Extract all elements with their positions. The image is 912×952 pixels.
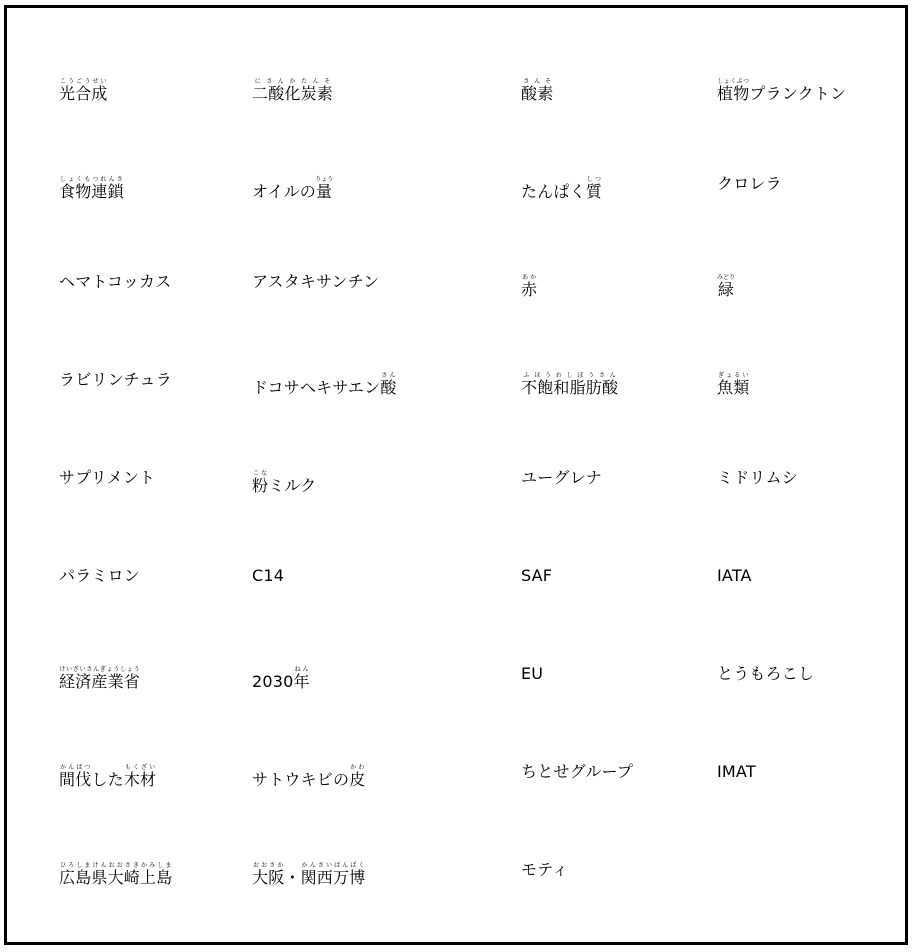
- term-cell: [521, 666, 543, 682]
- term-cell: [59, 568, 140, 584]
- term-cell: [252, 78, 333, 102]
- term-text: とうもろこし: [717, 664, 815, 683]
- term-cell: [521, 470, 602, 486]
- furigana: ばんぱく: [333, 862, 366, 869]
- term-text: クロレラ: [717, 174, 782, 193]
- term-cell: [59, 274, 171, 290]
- ruby-base: 食物連鎖: [59, 182, 124, 201]
- term-cell: [521, 862, 568, 878]
- term-text: ちとせグループ: [521, 762, 634, 781]
- term-cell: [252, 274, 379, 290]
- term-text: ミドリムシ: [717, 468, 799, 487]
- term-text: IATA: [717, 566, 752, 585]
- term-cell: [59, 862, 172, 886]
- ruby-base: 粉: [252, 476, 269, 495]
- ruby-base: 木材: [123, 770, 157, 789]
- term-text: ・: [284, 868, 301, 887]
- ruby-word: [91, 862, 108, 887]
- furigana: みどり: [717, 274, 736, 281]
- ruby-word: [59, 176, 124, 201]
- ruby-word: [252, 862, 285, 887]
- ruby-word: [252, 470, 269, 495]
- ruby-word: [315, 176, 334, 201]
- furigana: けん: [91, 862, 108, 869]
- term-cell: [59, 78, 108, 102]
- term-cell: [252, 470, 316, 494]
- ruby-word: [717, 372, 750, 397]
- ruby-base: 赤: [521, 280, 538, 299]
- term-text: ラビリンチュラ: [59, 370, 172, 389]
- term-cell: [717, 764, 756, 780]
- ruby-base: 酸: [380, 378, 397, 397]
- furigana: かわ: [349, 764, 366, 771]
- term-text: IMAT: [717, 762, 756, 781]
- term-cell: [717, 372, 749, 396]
- term-cell: [717, 78, 846, 102]
- furigana: おおさか: [252, 862, 285, 869]
- ruby-base: 年: [293, 672, 310, 691]
- ruby-word: [59, 862, 92, 887]
- term-text: サトウキビの: [252, 770, 350, 789]
- furigana: しつ: [585, 176, 603, 183]
- term-text: ドコサヘキサエン: [252, 378, 381, 397]
- term-cell: [252, 666, 310, 690]
- ruby-base: 魚類: [717, 378, 750, 397]
- furigana: しょくもつれんさ: [59, 176, 124, 183]
- ruby-word: [717, 274, 736, 299]
- ruby-base: 大阪: [252, 868, 285, 887]
- term-text: C14: [252, 566, 285, 585]
- ruby-word: [59, 78, 108, 103]
- term-text: オイルの: [252, 182, 317, 201]
- ruby-word: [521, 78, 554, 103]
- furigana: かんばつ: [59, 764, 92, 771]
- ruby-base: 光合成: [59, 84, 108, 103]
- term-cell: [717, 666, 814, 682]
- term-text: アスタキサンチン: [252, 272, 380, 291]
- ruby-base: 経済産業省: [59, 672, 141, 691]
- ruby-word: [521, 274, 538, 299]
- furigana: りょう: [315, 176, 334, 183]
- term-text: した: [91, 770, 124, 789]
- ruby-base: 量: [315, 182, 334, 201]
- term-cell: [252, 568, 284, 584]
- furigana: けいざいさんぎょうしょう: [59, 666, 141, 673]
- ruby-word: [107, 862, 173, 887]
- ruby-base: 皮: [349, 770, 366, 789]
- term-cell: [252, 764, 365, 788]
- term-text: 2030: [252, 672, 294, 691]
- furigana: こな: [252, 470, 269, 477]
- ruby-word: [123, 764, 157, 789]
- ruby-word: [252, 78, 334, 103]
- furigana: にさんかたんそ: [252, 78, 334, 85]
- ruby-base: 間伐: [59, 770, 92, 789]
- term-cell: [59, 176, 124, 200]
- ruby-word: [300, 862, 334, 887]
- ruby-base: 不飽和脂肪酸: [521, 378, 619, 397]
- term-text: ヘマトコッカス: [59, 272, 172, 291]
- term-text: たんぱく: [521, 182, 586, 201]
- term-cell: [252, 176, 333, 200]
- term-cell: [252, 372, 397, 396]
- furigana: ねん: [293, 666, 310, 673]
- term-cell: [521, 274, 537, 298]
- furigana: ぎょるい: [717, 372, 750, 379]
- ruby-base: 広島: [59, 868, 92, 887]
- furigana: ふほうわしぼうさん: [521, 372, 619, 379]
- term-text: パラミロン: [59, 566, 141, 585]
- term-cell: [521, 372, 618, 396]
- furigana: さん: [380, 372, 397, 379]
- furigana: しょくぶつ: [717, 78, 750, 85]
- term-cell: [252, 862, 365, 886]
- term-text: SAF: [521, 566, 553, 585]
- term-cell: [717, 568, 752, 584]
- ruby-base: 質: [585, 182, 603, 201]
- term-text: サプリメント: [59, 468, 156, 487]
- term-text: プランクトン: [749, 84, 847, 103]
- term-cell: [717, 274, 735, 298]
- ruby-word: [380, 372, 397, 397]
- term-text: ユーグレナ: [521, 468, 603, 487]
- ruby-base: 植物: [717, 84, 750, 103]
- term-cell: [59, 666, 140, 690]
- furigana: かんさい: [300, 862, 334, 869]
- vocabulary-sheet: [4, 5, 908, 945]
- furigana: あか: [521, 274, 538, 281]
- ruby-base: 酸素: [521, 84, 554, 103]
- term-cell: [59, 764, 156, 788]
- ruby-word: [585, 176, 603, 201]
- ruby-base: 大崎上島: [107, 868, 173, 887]
- term-cell: [521, 764, 633, 780]
- term-cell: [521, 568, 552, 584]
- furigana: さんそ: [521, 78, 554, 85]
- ruby-word: [349, 764, 366, 789]
- furigana: こうごうせい: [59, 78, 108, 85]
- term-cell: [717, 176, 782, 192]
- ruby-base: 二酸化炭素: [252, 84, 334, 103]
- furigana: おおさきかみしま: [107, 862, 173, 869]
- term-cell: [521, 78, 553, 102]
- ruby-word: [59, 764, 92, 789]
- ruby-word: [717, 78, 750, 103]
- ruby-word: [293, 666, 310, 691]
- furigana: もくざい: [123, 764, 157, 771]
- term-text: ミルク: [268, 476, 317, 495]
- term-cell: [717, 470, 798, 486]
- term-cell: [59, 470, 155, 486]
- ruby-base: 万博: [333, 868, 366, 887]
- ruby-word: [333, 862, 366, 887]
- term-cell: [59, 372, 172, 388]
- ruby-base: 緑: [717, 280, 736, 299]
- ruby-word: [59, 666, 141, 691]
- term-cell: [521, 176, 602, 200]
- ruby-base: 県: [91, 868, 108, 887]
- ruby-word: [521, 372, 619, 397]
- term-text: EU: [521, 664, 544, 683]
- ruby-base: 関西: [300, 868, 334, 887]
- term-text: モティ: [521, 860, 569, 879]
- furigana: ひろしま: [59, 862, 92, 869]
